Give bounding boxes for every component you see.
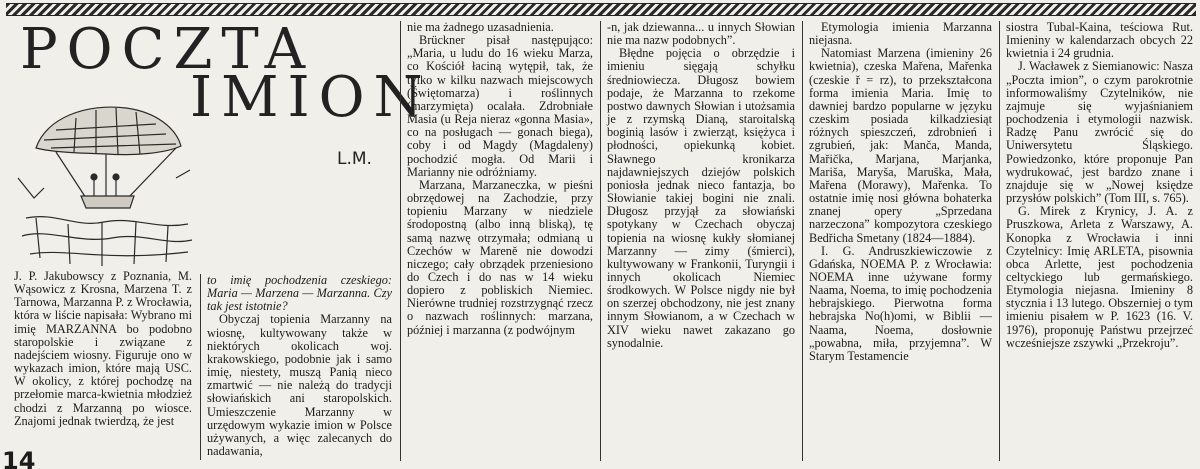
balloon-illustration	[16, 78, 194, 268]
text-column-3	[400, 21, 593, 461]
page-number: 14	[2, 447, 36, 469]
paragraph: Marzana, Marzaneczka, w pieśni obrzędowej na Zachodzie, przy topieniu Marzany w niedziele środopostną (albo inną bliską), tę samą nazwę otrzymała; odmianą u Czechów w Mareně nie dowodzi niczego; cały obrządek przeniesiono do Czech i do nas w 14 wieku dopiero z pobliskich Niemiec. Nierówne trudniej rozstrzygnąć rzecz o nazwach roślinnych: marzana, później i marzanna (z podwójnym	[407, 177, 593, 337]
text-column-5	[802, 21, 992, 461]
paragraph: Brückner pisał następująco: „Maria, u ludu do 16 wieku Marza, co Kościół łaciną wytępił, tak, że tylko w kilku nazwach miejscowych (Świętomarza) i roślinnych (marzymięta) ocalała. Zdrobniałe Masia (u Reja nieraz «gonna Masia», co na posługach — gonach biega), coby i od Magdy (Magdaleny) pochodzić mogła. Od Marii i Marianny nie odróżniamy.	[407, 33, 593, 179]
text-column-4	[600, 21, 795, 461]
text-column-6	[999, 21, 1193, 461]
author-byline: L.M.	[337, 149, 372, 169]
text-column-1	[14, 270, 192, 454]
paragraph: siostra Tubal-Kaina, teściowa Rut. Imieniny w kalendarzach obcych 22 kwietnia i 24 grudnia.	[1006, 21, 1193, 61]
paragraph: G. Mirek z Krynicy, J. A. z Pruszkowa, Arleta z Warszawy, A. Konopka z Wrocławia i inni Czytelnicy: Imię ARLETA, pisownia obca Arlette, jest pochodzenia celtyckiego lub germańskiego. Etymologia niejasna. Imieniny 8 stycznia i 13 lutego. Obszerniej o tym imieniu pisałem w P. 1623 (16. V. 1976), proponuję Państwu przejrzeć wcześniejsze zszywki „Przekroju”.	[1006, 204, 1193, 350]
paragraph: nie ma żadnego uzasadnienia.	[407, 21, 554, 34]
text-column-2	[200, 274, 392, 460]
decorative-top-border	[6, 3, 1196, 16]
paragraph: I. G. Andruszkiewiczowie z Gdańska, NOEMA P. z Wrocławia: NOEMA inne używane formy Naama, Noema, to imię pochodzenia hebrajskiego. Pierwotna forma hebrajska No(h)omi, w Biblii — Naama, Noema, dosłownie „powabna, miła, przyjemna”. W Starym Testamencie	[809, 243, 992, 363]
paragraph: J. Wacławek z Siemianowic: Nasza „Poczta imion”, o czym parokrotnie informowaliśmy Czytelników, nie zajmuje się wyjaśnianiem pochodzenia i etymologii nazwisk. Radzę Panu zwrócić się do Uniwersytetu Śląskiego. Powiedzonko, które proponuje Pan wydrukować, jest bardzo znane i znajduje się w „Nowej księdze przysłów polskich” (Tom III, s. 765).	[1006, 59, 1193, 206]
title-line-1: POCZTA	[20, 17, 315, 82]
paragraph: Etymologia imienia Marzanna niejasna.	[809, 21, 992, 48]
paragraph: J. P. Jakubowscy z Poznania, M. Wąsowicz z Krosna, Marzena T. z Tarnowa, Marzanna P. z Wrocławia, która w liście napisała: Wybrano mi imię MARZANNA bo podobno staropolskie i związane z nadejściem wiosny. Figuruje ono w wykazach imion, które mają USC. W okolicy, z której pochodzę na przełomie marca-kwietnia młodzież chodzi z Marzanną po wiosce. Znajomi jednak twierdzą, że jest	[14, 270, 192, 428]
article-header	[12, 17, 432, 270]
paragraph: -n, jak dziewanna... u innych Słowian nie ma nazw podobnych”.	[607, 21, 795, 48]
paragraph: Obyczaj topienia Marzanny na wiosnę, kultywowany także w niektórych okolicach woj. krakowskiego, podobnie jak i samo imię, niestety, muszą Panią nieco zmartwić — nie należą do tradycji słowiańskich ani staropolskich. Umieszczenie Marzanny w urzędowym wykazie imion w Polsce używanych, a więc zalecanych do nadawania,	[207, 312, 392, 459]
paragraph: to imię pochodzenia czeskiego: Maria — Marzena — Marzanna. Czy tak jest istotnie?	[207, 274, 392, 314]
paragraph: Natomiast Marzena (imieniny 26 kwietnia), czeska Mařena, Mařenka (czeskie ř = rz), to przekształcona forma imienia Maria. Imię to dawniej bardzo popularne w języku czeskim posiada kilkadziesiąt różnych spieszczeń, zdrobnień i zgrubień, jak: Manča, Manda, Mařička, Marjana, Marjanka, Mariša, Maryša, Maruška, Mała, Mařena (Morawy), Mařenka. To ostatnie imię nosi główna bohaterka znanej opery „Sprzedana narzeczona” kompozytora czeskiego Bedřicha Smetany (1824—1884).	[809, 46, 992, 245]
paragraph: Błędne pojęcia o obrzędzie i imieniu sięgają schyłku średniowiecza. Długosz bowiem podaje, że Marzanna to rzekome postwo dawnych Słowian i utożsamia je z rzymską Dianą, staroitalską boginią lasów i zwierząt, księżyca i płodności, opiekunką kobiet. Sławnego kronikarza najdawniejszych dziejów polskich poniosła jednak nieco fantazja, bo Słowianie takiej bogini nie znali. Długosz przyjął za słowiański spotykany w Czechach obyczaj topienia na wiosnę kukły słomianej Marzanny — zimy (śmierci), kultywowany w Frankonii, Turyngii i innych okolicach Niemiec środkowych. W Polsce nigdy nie był on szerzej obchodzony, nie jest znany innym Słowianom, a w Czechach w XIV wieku nawet zakazano go synodalnie.	[607, 46, 795, 350]
title-line-2: IMION	[190, 65, 432, 130]
